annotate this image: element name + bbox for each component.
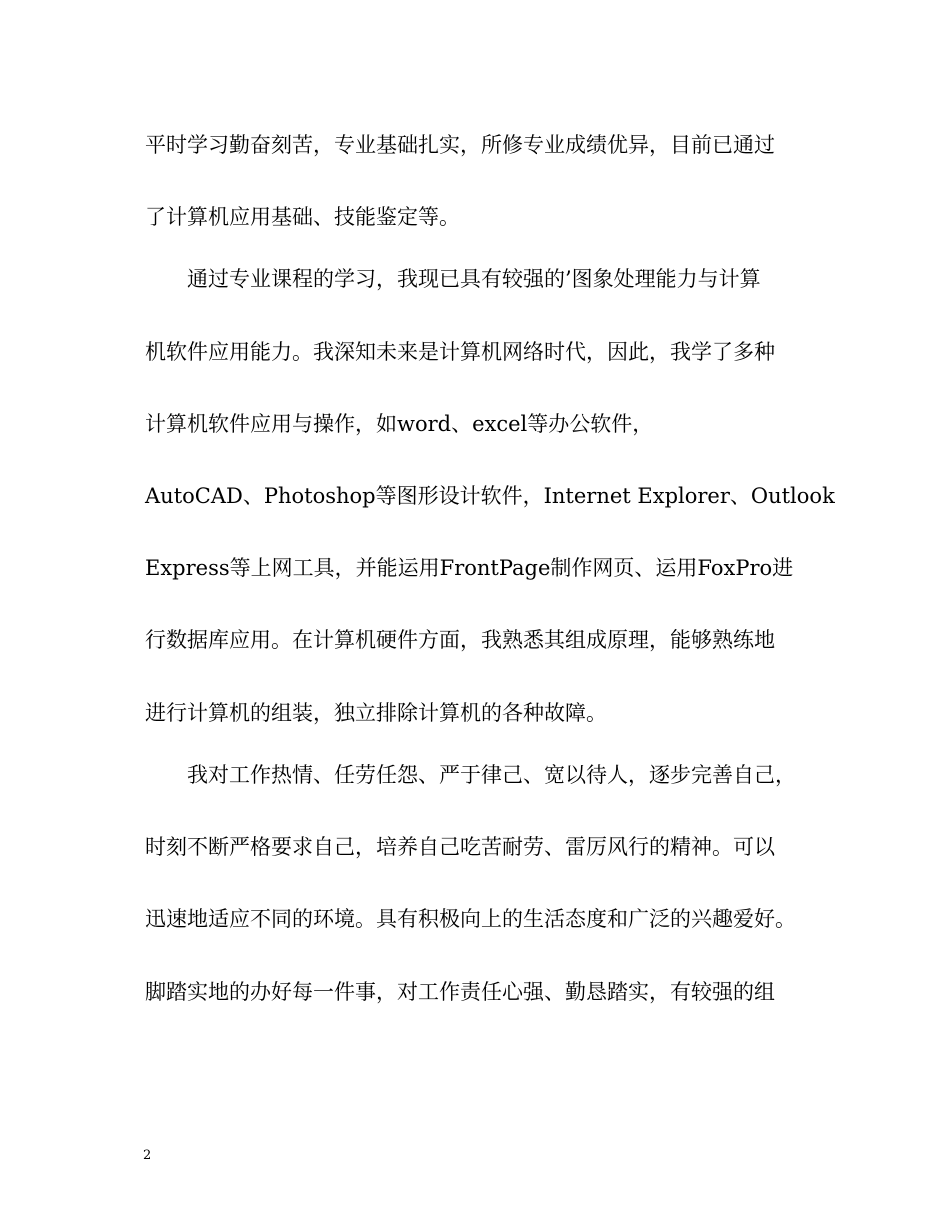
body-text-line: 机软件应用能力。我深知未来是计算机网络时代，因此，我学了多种 <box>145 340 775 364</box>
body-text-line: 了计算机应用基础、技能鉴定等。 <box>145 205 460 229</box>
body-text-line: Express等上网工具，并能运用FrontPage制作网页、运用FoxPro进 <box>145 556 794 580</box>
body-text-line: 计算机软件应用与操作，如word、excel等办公软件， <box>145 412 654 436</box>
body-text-line: 通过专业课程的学习，我现已具有较强的’图象处理能力与计算 <box>187 267 761 291</box>
body-text-line: 进行计算机的组装，独立排除计算机的各种故障。 <box>145 701 607 725</box>
body-text-line: 迅速地适应不同的环境。具有积极向上的生活态度和广泛的兴趣爱好。 <box>145 907 796 931</box>
body-text-line: 平时学习勤奋刻苦，专业基础扎实，所修专业成绩优异，目前已通过 <box>145 133 775 157</box>
page-number: 2 <box>143 1148 152 1163</box>
body-text-line: 我对工作热情、任劳任怨、严于律己、宽以待人，逐步完善自己， <box>187 763 796 787</box>
body-text-line: 行数据库应用。在计算机硬件方面，我熟悉其组成原理，能够熟练地 <box>145 628 775 652</box>
body-text-line: 脚踏实地的办好每一件事，对工作责任心强、勤恳踏实，有较强的组 <box>145 980 775 1004</box>
body-text-line: AutoCAD、Photoshop等图形设计软件，Internet Explorer、Outlook <box>145 484 835 508</box>
body-text-line: 时刻不断严格要求自己，培养自己吃苦耐劳、雷厉风行的精神。可以 <box>145 835 775 859</box>
